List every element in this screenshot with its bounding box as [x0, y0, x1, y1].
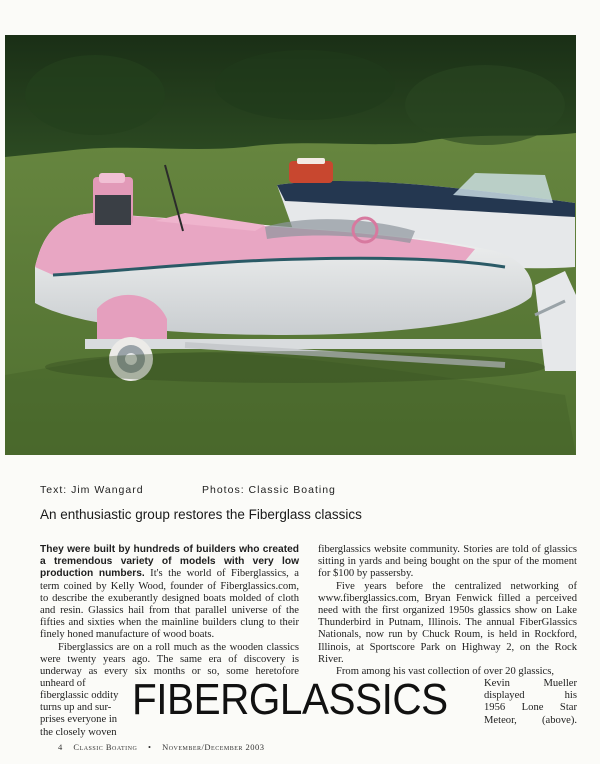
runaround-line: the closely woven: [40, 726, 117, 738]
body-column-2: [318, 544, 577, 678]
runaround-line: displayed his: [484, 690, 577, 702]
runaround-line: Meteor, (above).: [484, 714, 577, 726]
runaround-right: [484, 678, 577, 727]
issue-date: November/December 2003: [162, 742, 265, 752]
runaround-line: 1956 Lone Star: [484, 702, 577, 714]
paragraph-5: From among his vast collection of over 20 glassics,: [336, 666, 555, 678]
runaround-left: [40, 690, 126, 739]
boat-photo: [5, 35, 576, 455]
runaround-line: turns up and sur-: [40, 702, 112, 714]
body-column-1: [40, 544, 299, 690]
page-footer: [58, 742, 358, 752]
runaround-line: Kevin Mueller: [484, 678, 577, 689]
page-number: 4: [58, 742, 63, 752]
runaround-line: fiberglassic oddity: [40, 690, 119, 701]
lead-sentence: They were built by hundreds of builders who created a tremendous variety of models with very low production numbers.: [40, 544, 299, 580]
paragraph-1-rest: It's the world of Fiberglassics, a term coined by Kelly Wood, founder of Fiberglassics.com, to describe the exuberantly designed boats molded of cloth and resin. Glassics hail from that parallel universe of the fifties and sixties when the mainline builders clung to their finely honed manufacture of wood boats.: [40, 568, 299, 641]
credits-line: [40, 484, 560, 498]
magazine-name: Classic Boating: [73, 742, 138, 752]
footer-bullet: •: [147, 742, 152, 752]
paragraph-3: fiberglassics website community. Stories are told of glassics sitting in yards and being bought on the spur of the moment for $100 by passersby.: [318, 544, 577, 580]
deck-headline: An enthusiastic group restores the Fiberglass classics: [40, 507, 362, 522]
runaround-line: prises everyone in: [40, 714, 118, 726]
text-credit: Text: Jim Wangard: [40, 484, 144, 496]
paragraph-4: Five years before the centralized networking of www.fiberglassics.com, Bryan Fenwick filled a perceived need with the first organized 1950s glassics show on Lake Thunderbird in Putnam, Illinois. The annual FiberGlassics Nationals, now run by Chuck Roum, is held in Rockford, Illinois, at Sportscore Park on Highway 2, on the Rock River.: [318, 580, 577, 665]
photo-credit: Photos: Classic Boating: [202, 484, 336, 496]
paragraph-2: Fiberglassics are on a roll much as the wooden classics were twenty years ago. The same era of discovery is underway as every six months or so, some heretofore unheard of: [40, 641, 299, 690]
feature-title: FIBERGLASSICS: [132, 675, 448, 724]
